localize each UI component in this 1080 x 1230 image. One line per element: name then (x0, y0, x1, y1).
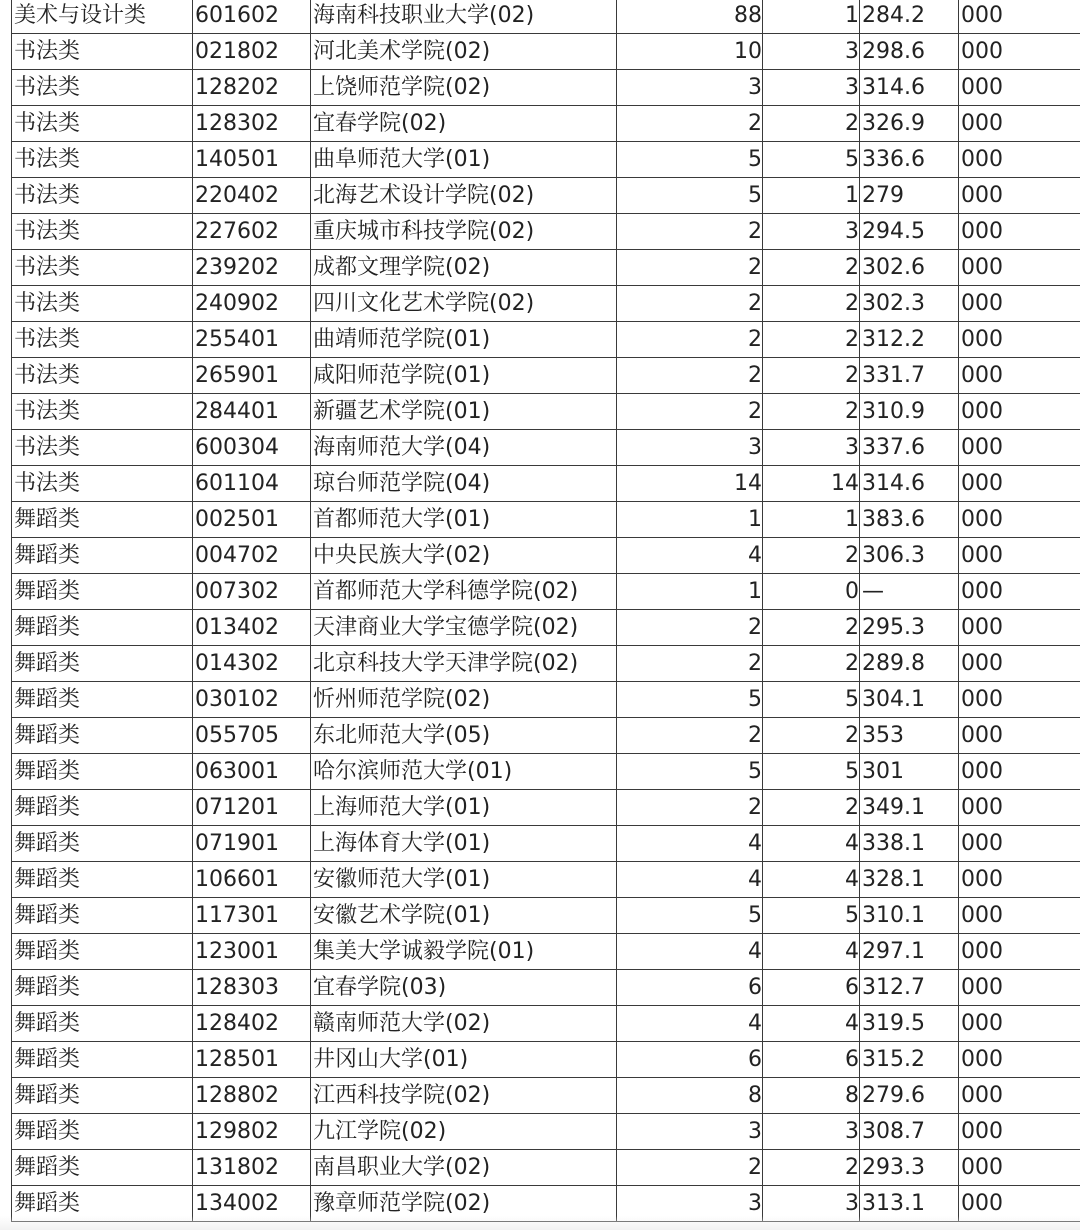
plan-count-cell: 2 (617, 322, 763, 358)
extra-cell: 000 (959, 682, 1080, 718)
school-cell: 中央民族大学(02) (311, 538, 617, 574)
table-row (12, 178, 1080, 214)
plan-count-cell: 4 (617, 934, 763, 970)
min-score-cell: 289.8 (860, 646, 959, 682)
extra-cell: 000 (959, 610, 1080, 646)
code-cell: 240902 (193, 286, 311, 322)
category-cell: 书法类 (12, 394, 193, 430)
school-cell: 井冈山大学(01) (311, 1042, 617, 1078)
extra-cell: 000 (959, 466, 1080, 502)
filled-count-cell: 2 (763, 1150, 860, 1186)
school-cell: 赣南师范大学(02) (311, 1006, 617, 1042)
school-cell: 成都文理学院(02) (311, 250, 617, 286)
code-cell: 021802 (193, 34, 311, 70)
plan-count-cell: 2 (617, 790, 763, 826)
extra-cell: 000 (959, 34, 1080, 70)
plan-count-cell: 1 (617, 574, 763, 610)
min-score-cell: 284.2 (860, 0, 959, 34)
category-cell: 舞蹈类 (12, 610, 193, 646)
category-cell: 书法类 (12, 214, 193, 250)
table-row (12, 286, 1080, 322)
extra-cell: 000 (959, 1114, 1080, 1150)
code-cell: 014302 (193, 646, 311, 682)
min-score-cell: 337.6 (860, 430, 959, 466)
category-cell: 舞蹈类 (12, 538, 193, 574)
filled-count-cell: 2 (763, 646, 860, 682)
school-cell: 首都师范大学科德学院(02) (311, 574, 617, 610)
plan-count-cell: 3 (617, 430, 763, 466)
table-row (12, 358, 1080, 394)
min-score-cell: 302.6 (860, 250, 959, 286)
filled-count-cell: 5 (763, 682, 860, 718)
category-cell: 舞蹈类 (12, 574, 193, 610)
min-score-cell: 319.5 (860, 1006, 959, 1042)
filled-count-cell: 3 (763, 1186, 860, 1222)
plan-count-cell: 4 (617, 1006, 763, 1042)
filled-count-cell: 2 (763, 106, 860, 142)
plan-count-cell: 5 (617, 682, 763, 718)
table-row (12, 0, 1080, 34)
code-cell: 123001 (193, 934, 311, 970)
extra-cell: 000 (959, 0, 1080, 34)
extra-cell: 000 (959, 394, 1080, 430)
filled-count-cell: 0 (763, 574, 860, 610)
extra-cell: 000 (959, 934, 1080, 970)
code-cell: 227602 (193, 214, 311, 250)
category-cell: 舞蹈类 (12, 718, 193, 754)
table-row (12, 322, 1080, 358)
extra-cell: 000 (959, 178, 1080, 214)
filled-count-cell: 3 (763, 430, 860, 466)
school-cell: 哈尔滨师范大学(01) (311, 754, 617, 790)
school-cell: 琼台师范学院(04) (311, 466, 617, 502)
extra-cell: 000 (959, 106, 1080, 142)
min-score-cell: 294.5 (860, 214, 959, 250)
min-score-cell: — (860, 574, 959, 610)
filled-count-cell: 1 (763, 178, 860, 214)
filled-count-cell: 1 (763, 502, 860, 538)
table-row (12, 214, 1080, 250)
school-cell: 重庆城市科技学院(02) (311, 214, 617, 250)
min-score-cell: 304.1 (860, 682, 959, 718)
extra-cell: 000 (959, 1042, 1080, 1078)
school-cell: 北海艺术设计学院(02) (311, 178, 617, 214)
school-cell: 海南科技职业大学(02) (311, 0, 617, 34)
extra-cell: 000 (959, 718, 1080, 754)
table-row (12, 538, 1080, 574)
min-score-cell: 298.6 (860, 34, 959, 70)
extra-cell: 000 (959, 646, 1080, 682)
min-score-cell: 383.6 (860, 502, 959, 538)
plan-count-cell: 4 (617, 826, 763, 862)
code-cell: 128303 (193, 970, 311, 1006)
plan-count-cell: 3 (617, 70, 763, 106)
school-cell: 海南师范大学(04) (311, 430, 617, 466)
school-cell: 河北美术学院(02) (311, 34, 617, 70)
school-cell: 安徽师范大学(01) (311, 862, 617, 898)
school-cell: 南昌职业大学(02) (311, 1150, 617, 1186)
school-cell: 安徽艺术学院(01) (311, 898, 617, 934)
code-cell: 002501 (193, 502, 311, 538)
table-row (12, 1006, 1080, 1042)
code-cell: 220402 (193, 178, 311, 214)
category-cell: 书法类 (12, 358, 193, 394)
extra-cell: 000 (959, 214, 1080, 250)
table-row (12, 502, 1080, 538)
filled-count-cell: 8 (763, 1078, 860, 1114)
code-cell: 131802 (193, 1150, 311, 1186)
admission-table (11, 0, 1080, 1222)
filled-count-cell: 2 (763, 286, 860, 322)
table-row (12, 430, 1080, 466)
code-cell: 063001 (193, 754, 311, 790)
table-row (12, 970, 1080, 1006)
code-cell: 106601 (193, 862, 311, 898)
extra-cell: 000 (959, 574, 1080, 610)
plan-count-cell: 6 (617, 1042, 763, 1078)
extra-cell: 000 (959, 250, 1080, 286)
school-cell: 九江学院(02) (311, 1114, 617, 1150)
extra-cell: 000 (959, 538, 1080, 574)
filled-count-cell: 2 (763, 358, 860, 394)
min-score-cell: 314.6 (860, 466, 959, 502)
min-score-cell: 279.6 (860, 1078, 959, 1114)
category-cell: 舞蹈类 (12, 1186, 193, 1222)
table-body (12, 0, 1080, 1222)
table-row (12, 1042, 1080, 1078)
plan-count-cell: 14 (617, 466, 763, 502)
school-cell: 上海体育大学(01) (311, 826, 617, 862)
min-score-cell: 302.3 (860, 286, 959, 322)
table-row (12, 646, 1080, 682)
plan-count-cell: 2 (617, 646, 763, 682)
category-cell: 舞蹈类 (12, 1078, 193, 1114)
code-cell: 134002 (193, 1186, 311, 1222)
category-cell: 书法类 (12, 142, 193, 178)
code-cell: 030102 (193, 682, 311, 718)
category-cell: 舞蹈类 (12, 1042, 193, 1078)
filled-count-cell: 2 (763, 322, 860, 358)
extra-cell: 000 (959, 862, 1080, 898)
school-cell: 宜春学院(02) (311, 106, 617, 142)
plan-count-cell: 5 (617, 898, 763, 934)
category-cell: 书法类 (12, 70, 193, 106)
code-cell: 140501 (193, 142, 311, 178)
school-cell: 新疆艺术学院(01) (311, 394, 617, 430)
category-cell: 舞蹈类 (12, 898, 193, 934)
plan-count-cell: 2 (617, 610, 763, 646)
plan-count-cell: 5 (617, 142, 763, 178)
table-row (12, 790, 1080, 826)
code-cell: 004702 (193, 538, 311, 574)
table-row (12, 898, 1080, 934)
min-score-cell: 312.7 (860, 970, 959, 1006)
min-score-cell: 301 (860, 754, 959, 790)
code-cell: 013402 (193, 610, 311, 646)
filled-count-cell: 5 (763, 142, 860, 178)
filled-count-cell: 4 (763, 934, 860, 970)
category-cell: 舞蹈类 (12, 1150, 193, 1186)
table-row (12, 1150, 1080, 1186)
table-row (12, 70, 1080, 106)
category-cell: 舞蹈类 (12, 970, 193, 1006)
min-score-cell: 306.3 (860, 538, 959, 574)
code-cell: 284401 (193, 394, 311, 430)
filled-count-cell: 2 (763, 790, 860, 826)
min-score-cell: 353 (860, 718, 959, 754)
filled-count-cell: 5 (763, 754, 860, 790)
category-cell: 舞蹈类 (12, 1114, 193, 1150)
plan-count-cell: 3 (617, 1186, 763, 1222)
extra-cell: 000 (959, 322, 1080, 358)
plan-count-cell: 88 (617, 0, 763, 34)
school-cell: 曲阜师范大学(01) (311, 142, 617, 178)
school-cell: 四川文化艺术学院(02) (311, 286, 617, 322)
min-score-cell: 310.9 (860, 394, 959, 430)
extra-cell: 000 (959, 358, 1080, 394)
plan-count-cell: 8 (617, 1078, 763, 1114)
filled-count-cell: 3 (763, 34, 860, 70)
category-cell: 舞蹈类 (12, 934, 193, 970)
category-cell: 舞蹈类 (12, 754, 193, 790)
table-row (12, 826, 1080, 862)
school-cell: 集美大学诚毅学院(01) (311, 934, 617, 970)
table-row (12, 610, 1080, 646)
filled-count-cell: 4 (763, 862, 860, 898)
category-cell: 舞蹈类 (12, 646, 193, 682)
min-score-cell: 349.1 (860, 790, 959, 826)
code-cell: 601602 (193, 0, 311, 34)
extra-cell: 000 (959, 826, 1080, 862)
extra-cell: 000 (959, 790, 1080, 826)
filled-count-cell: 4 (763, 826, 860, 862)
school-cell: 曲靖师范学院(01) (311, 322, 617, 358)
category-cell: 书法类 (12, 106, 193, 142)
table-row (12, 682, 1080, 718)
school-cell: 江西科技学院(02) (311, 1078, 617, 1114)
plan-count-cell: 5 (617, 178, 763, 214)
school-cell: 宜春学院(03) (311, 970, 617, 1006)
category-cell: 舞蹈类 (12, 826, 193, 862)
code-cell: 129802 (193, 1114, 311, 1150)
table-row (12, 394, 1080, 430)
plan-count-cell: 2 (617, 358, 763, 394)
category-cell: 舞蹈类 (12, 682, 193, 718)
category-cell: 书法类 (12, 34, 193, 70)
school-cell: 上海师范大学(01) (311, 790, 617, 826)
min-score-cell: 326.9 (860, 106, 959, 142)
filled-count-cell: 3 (763, 214, 860, 250)
school-cell: 东北师范大学(05) (311, 718, 617, 754)
min-score-cell: 328.1 (860, 862, 959, 898)
filled-count-cell: 2 (763, 538, 860, 574)
school-cell: 咸阳师范学院(01) (311, 358, 617, 394)
category-cell: 美术与设计类 (12, 0, 193, 34)
extra-cell: 000 (959, 898, 1080, 934)
table-row (12, 34, 1080, 70)
extra-cell: 000 (959, 1186, 1080, 1222)
extra-cell: 000 (959, 1078, 1080, 1114)
filled-count-cell: 5 (763, 898, 860, 934)
category-cell: 书法类 (12, 250, 193, 286)
category-cell: 书法类 (12, 286, 193, 322)
min-score-cell: 313.1 (860, 1186, 959, 1222)
table-row (12, 142, 1080, 178)
min-score-cell: 310.1 (860, 898, 959, 934)
filled-count-cell: 4 (763, 1006, 860, 1042)
category-cell: 舞蹈类 (12, 790, 193, 826)
extra-cell: 000 (959, 286, 1080, 322)
plan-count-cell: 2 (617, 214, 763, 250)
category-cell: 书法类 (12, 430, 193, 466)
plan-count-cell: 4 (617, 538, 763, 574)
extra-cell: 000 (959, 1006, 1080, 1042)
min-score-cell: 314.6 (860, 70, 959, 106)
extra-cell: 000 (959, 1150, 1080, 1186)
category-cell: 书法类 (12, 466, 193, 502)
extra-cell: 000 (959, 142, 1080, 178)
code-cell: 601104 (193, 466, 311, 502)
school-cell: 首都师范大学(01) (311, 502, 617, 538)
code-cell: 055705 (193, 718, 311, 754)
min-score-cell: 315.2 (860, 1042, 959, 1078)
min-score-cell: 295.3 (860, 610, 959, 646)
table-row (12, 466, 1080, 502)
extra-cell: 000 (959, 502, 1080, 538)
min-score-cell: 279 (860, 178, 959, 214)
plan-count-cell: 4 (617, 862, 763, 898)
extra-cell: 000 (959, 70, 1080, 106)
table-row (12, 1114, 1080, 1150)
category-cell: 书法类 (12, 322, 193, 358)
bottom-fade (0, 1216, 1080, 1230)
min-score-cell: 297.1 (860, 934, 959, 970)
extra-cell: 000 (959, 430, 1080, 466)
filled-count-cell: 6 (763, 1042, 860, 1078)
code-cell: 255401 (193, 322, 311, 358)
code-cell: 071901 (193, 826, 311, 862)
table-row (12, 106, 1080, 142)
plan-count-cell: 2 (617, 106, 763, 142)
min-score-cell: 331.7 (860, 358, 959, 394)
filled-count-cell: 2 (763, 718, 860, 754)
filled-count-cell: 2 (763, 394, 860, 430)
school-cell: 忻州师范学院(02) (311, 682, 617, 718)
filled-count-cell: 6 (763, 970, 860, 1006)
school-cell: 天津商业大学宝德学院(02) (311, 610, 617, 646)
code-cell: 117301 (193, 898, 311, 934)
code-cell: 007302 (193, 574, 311, 610)
plan-count-cell: 6 (617, 970, 763, 1006)
plan-count-cell: 2 (617, 250, 763, 286)
school-cell: 北京科技大学天津学院(02) (311, 646, 617, 682)
table-row (12, 754, 1080, 790)
filled-count-cell: 1 (763, 0, 860, 34)
code-cell: 128802 (193, 1078, 311, 1114)
filled-count-cell: 2 (763, 610, 860, 646)
category-cell: 舞蹈类 (12, 1006, 193, 1042)
code-cell: 239202 (193, 250, 311, 286)
min-score-cell: 338.1 (860, 826, 959, 862)
code-cell: 071201 (193, 790, 311, 826)
table-row (12, 574, 1080, 610)
filled-count-cell: 3 (763, 1114, 860, 1150)
category-cell: 舞蹈类 (12, 862, 193, 898)
filled-count-cell: 14 (763, 466, 860, 502)
code-cell: 265901 (193, 358, 311, 394)
table-row (12, 250, 1080, 286)
extra-cell: 000 (959, 754, 1080, 790)
table-row (12, 934, 1080, 970)
plan-count-cell: 1 (617, 502, 763, 538)
code-cell: 128202 (193, 70, 311, 106)
school-cell: 上饶师范学院(02) (311, 70, 617, 106)
plan-count-cell: 2 (617, 1150, 763, 1186)
plan-count-cell: 3 (617, 1114, 763, 1150)
min-score-cell: 336.6 (860, 142, 959, 178)
category-cell: 书法类 (12, 178, 193, 214)
filled-count-cell: 2 (763, 250, 860, 286)
table-row (12, 718, 1080, 754)
min-score-cell: 308.7 (860, 1114, 959, 1150)
category-cell: 舞蹈类 (12, 502, 193, 538)
table-row (12, 862, 1080, 898)
code-cell: 600304 (193, 430, 311, 466)
plan-count-cell: 5 (617, 754, 763, 790)
plan-count-cell: 2 (617, 394, 763, 430)
filled-count-cell: 3 (763, 70, 860, 106)
plan-count-cell: 2 (617, 286, 763, 322)
extra-cell: 000 (959, 970, 1080, 1006)
min-score-cell: 312.2 (860, 322, 959, 358)
table-row (12, 1078, 1080, 1114)
code-cell: 128501 (193, 1042, 311, 1078)
school-cell: 豫章师范学院(02) (311, 1186, 617, 1222)
code-cell: 128402 (193, 1006, 311, 1042)
code-cell: 128302 (193, 106, 311, 142)
min-score-cell: 293.3 (860, 1150, 959, 1186)
plan-count-cell: 2 (617, 718, 763, 754)
plan-count-cell: 10 (617, 34, 763, 70)
